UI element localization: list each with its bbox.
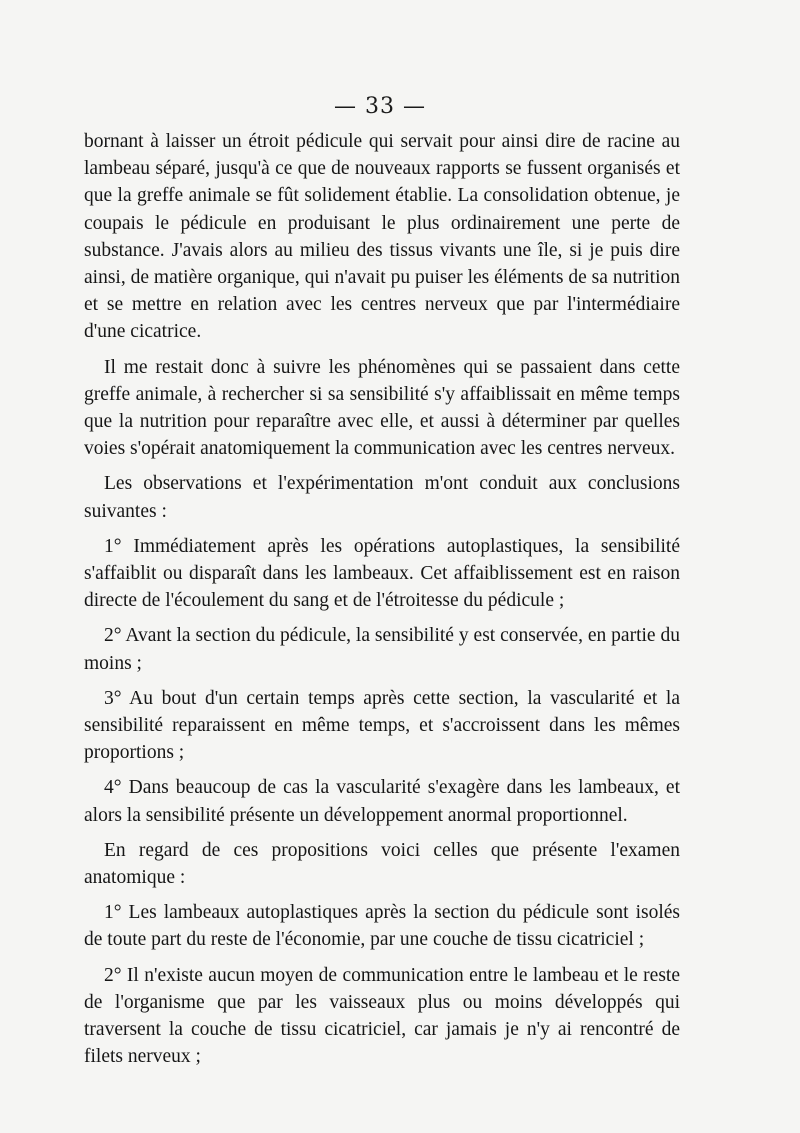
paragraph: 2° Il n'existe aucun moyen de communication entre le lambeau et le reste de l'organisme que par les vaisseaux plus ou moins développés qui traversent la couche de tissu cicatriciel, car jamais je n'y ai rencontré de filets nerveux ; xyxy=(84,964,680,1068)
paragraph: 1° Immédiatement après les opérations autoplastiques, la sensibilité s'affaiblit ou disparaît dans les lambeaux. Cet affaiblissement est en raison directe de l'écoulement du sang et de l'étroitesse du pédicule ; xyxy=(84,535,680,612)
paragraph: 1° Les lambeaux autoplastiques après la section du pédicule sont isolés de toute part du reste de l'économie, par une couche de tissu cicatriciel ; xyxy=(84,902,680,951)
paragraph: Les observations et l'expérimentation m'ont conduit aux conclusions suivantes : xyxy=(84,473,680,522)
body-text xyxy=(84,128,680,1079)
paragraph: En regard de ces propositions voici celles que présente l'examen anatomique : xyxy=(84,839,680,889)
paragraph: 3° Au bout d'un certain temps après cette section, la vascularité et la sensibilité reparaissent en même temps, et s'accroissent dans les mêmes proportions ; xyxy=(84,687,680,764)
paragraph: bornant à laisser un étroit pédicule qui servait pour ainsi dire de racine au lambeau séparé, jusqu'à ce que de nouveaux rapports se fussent organisés et que la greffe animale se fût solidement établie. La consolidation obtenue, je coupais le pédicule en produisant le plus ordinairement une perte de substance. J'avais alors au milieu des tissus vivants une île, si je puis dire ainsi, de matière organique, qui n'avait pu puiser les éléments de sa nutrition et se mettre en relation avec les centres nerveux que par l'intermédiaire d'une cicatrice. xyxy=(84,131,680,343)
paragraph: 4° Dans beaucoup de cas la vascularité s'exagère dans les lambeaux, et alors la sensibilité présente un développement anormal proportionnel. xyxy=(84,777,680,826)
page-number: — 33 — xyxy=(334,94,426,119)
paragraph: Il me restait donc à suivre les phénomènes qui se passaient dans cette greffe animale, à rechercher si sa sensibilité s'y affaiblissait en même temps que la nutrition pour reparaître avec elle, et aussi à déterminer par quelles voies s'opérait anatomiquement la communication avec les centres nerveux. xyxy=(84,356,680,460)
paragraph: 2° Avant la section du pédicule, la sensibilité y est conservée, en partie du moins ; xyxy=(84,625,680,674)
